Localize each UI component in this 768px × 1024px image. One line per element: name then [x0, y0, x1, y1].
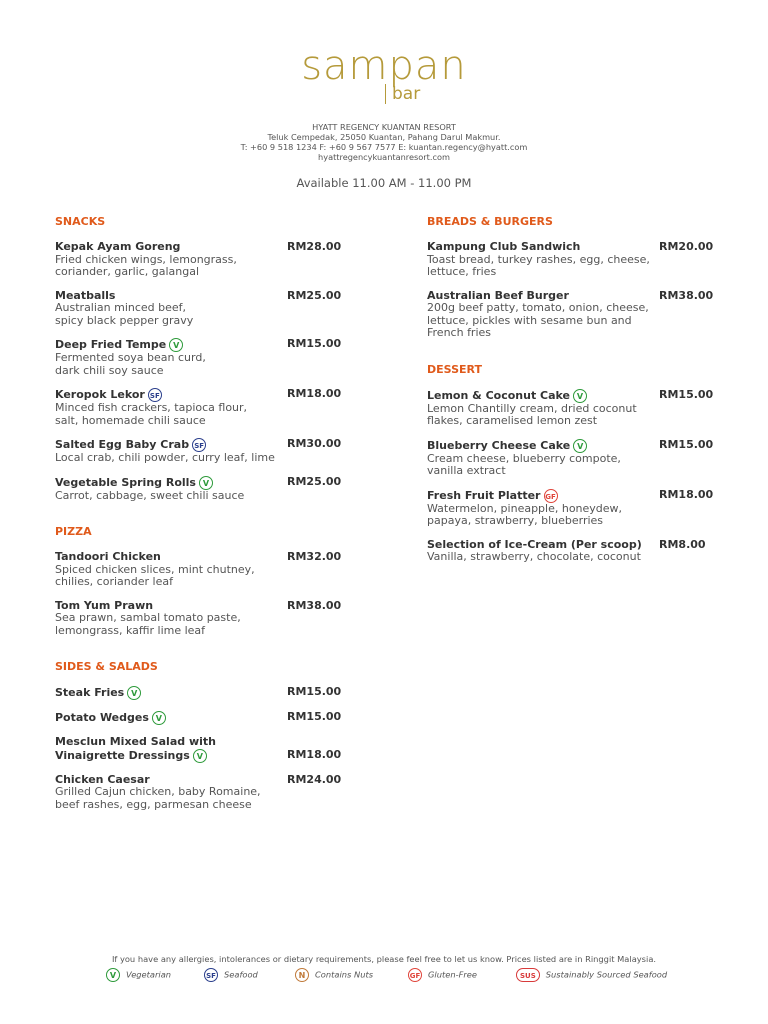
hotel-contact: T: +60 9 518 1234 F: +60 9 567 7577 E: kuantan.regency@hyatt.com [240, 142, 528, 152]
item-name: Australian Beef Burger [427, 288, 569, 302]
item-desc: flakes, caramelised lemon zest [427, 414, 598, 427]
item-name: Steak Fries [55, 686, 125, 699]
item-name: Kampung Club Sandwich [427, 240, 581, 253]
item-name: Keropok Lekor [55, 388, 145, 401]
menu-item [55, 338, 355, 377]
item-price: RM24.00 [287, 772, 342, 786]
item-price: RM15.00 [659, 387, 714, 401]
item-price: RM20.00 [659, 240, 714, 253]
item-name: Vegetable Spring Rolls [55, 475, 196, 489]
vegetarian-badge-icon: V [106, 968, 120, 982]
hotel-website: hyattregencykuantanresort.com [318, 152, 450, 162]
sustainable-seafood-badge-icon: SUS [516, 968, 540, 982]
gluten-free-badge-icon: GF [544, 489, 558, 503]
item-name: Selection of Ice-Cream (Per scoop) [427, 537, 642, 551]
legend-label: Sustainably Sourced Seafood [545, 969, 668, 980]
item-desc: papaya, strawberry, blueberries [427, 514, 604, 527]
item-desc: lettuce, fries [427, 265, 497, 278]
vegetarian-badge-icon: V [152, 711, 166, 725]
vegetarian-badge-icon: V [573, 389, 587, 403]
item-desc: dark chili soy sauce [55, 363, 164, 377]
item-price: RM15.00 [287, 685, 342, 698]
legend-item-nuts [295, 968, 373, 982]
menu-item [55, 388, 355, 427]
item-desc: Minced fish crackers, tapioca flour, [55, 401, 248, 414]
item-price: RM15.00 [287, 710, 342, 723]
item-price: RM18.00 [659, 487, 714, 501]
nuts-badge-icon: N [295, 968, 309, 982]
item-name: Tom Yum Prawn [55, 598, 154, 612]
item-desc: Sea prawn, sambal tomato paste, [55, 611, 241, 624]
legend-label: Seafood [224, 969, 258, 980]
item-desc: Fermented soya bean curd, [55, 351, 206, 364]
item-name: Lemon & Coconut Cake [427, 388, 571, 402]
item-name-line2: Vinaigrette Dressings [55, 748, 190, 762]
item-desc: Fried chicken wings, lemongrass, [55, 252, 237, 266]
item-name: Fresh Fruit Platter [427, 488, 541, 502]
menu-item [55, 241, 355, 279]
menu-item [55, 686, 355, 700]
item-desc: Cream cheese, blueberry compote, [427, 451, 621, 465]
menu-column-right [427, 215, 727, 575]
legend-label: Gluten-Free [428, 969, 477, 980]
item-desc: Carrot, cabbage, sweet chili sauce [55, 488, 245, 502]
menu-item [55, 476, 355, 503]
item-desc: vanilla extract [427, 464, 506, 477]
item-desc: Watermelon, pineapple, honeydew, [427, 501, 623, 515]
section-title-breads: BREADS & BURGERS [427, 215, 553, 228]
item-desc: Grilled Cajun chicken, baby Romaine, [55, 785, 261, 798]
item-name: Tandoori Chicken [55, 550, 161, 563]
section-title-pizza: PIZZA [55, 525, 92, 538]
item-desc: lemongrass, kaffir lime leaf [55, 623, 206, 637]
legend-label: Vegetarian [126, 969, 172, 980]
item-desc: chilies, coriander leaf [55, 575, 173, 588]
logo [0, 43, 768, 104]
item-desc: Lemon Chantilly cream, dried coconut [427, 401, 637, 415]
gluten-free-badge-icon: GF [408, 968, 422, 982]
item-desc: 200g beef patty, tomato, onion, cheese, [427, 301, 649, 314]
item-price: RM38.00 [287, 598, 342, 612]
item-name: Chicken Caesar [55, 772, 150, 786]
menu-item [55, 551, 355, 589]
item-price: RM25.00 [287, 474, 342, 488]
seafood-badge-icon: SF [192, 438, 206, 452]
item-price: RM28.00 [287, 240, 342, 253]
section-title-snacks: SNACKS [55, 215, 106, 228]
item-name: Mesclun Mixed Salad with [55, 735, 216, 748]
hotel-info [0, 122, 768, 162]
item-price: RM15.00 [287, 337, 342, 350]
item-desc: Toast bread, turkey rashes, egg, cheese, [427, 252, 650, 266]
item-desc: lettuce, pickles with sesame bun and [427, 313, 632, 327]
menu-item [427, 389, 727, 428]
item-desc: coriander, garlic, galangal [55, 265, 200, 278]
item-name: Kepak Ayam Goreng [55, 240, 181, 253]
vegetarian-badge-icon: V [127, 686, 141, 700]
item-price: RM38.00 [659, 288, 714, 302]
menu-item [55, 711, 355, 725]
item-name: Potato Wedges [55, 711, 149, 724]
allergy-note: If you have any allergies, intolerances or dietary requirements, please feel free to let us know. Prices listed are in Ringgit Malaysia. [111, 954, 657, 964]
item-price: RM30.00 [287, 437, 342, 450]
logo-sub-text: bar [385, 84, 420, 104]
legend-item-seafood [204, 968, 258, 982]
vegetarian-badge-icon: V [169, 338, 183, 352]
item-desc: salt, homemade chili sauce [55, 413, 206, 427]
menu-item [55, 438, 355, 465]
menu-item [55, 600, 355, 638]
section-title-sides: SIDES & SALADS [55, 660, 158, 673]
menu-item [55, 774, 355, 812]
item-price: RM18.00 [287, 387, 342, 400]
legend-label: Contains Nuts [315, 969, 374, 980]
item-price: RM8.00 [659, 537, 706, 551]
seafood-badge-icon: SF [204, 968, 218, 982]
vegetarian-badge-icon: V [573, 439, 587, 453]
menu-item [427, 539, 727, 564]
item-desc: beef rashes, egg, parmesan cheese [55, 797, 252, 811]
legend-item-sustainable [516, 968, 667, 982]
logo-main-text: sampan [301, 43, 467, 89]
item-price: RM15.00 [659, 437, 714, 451]
seafood-badge-icon: SF [148, 388, 162, 402]
hotel-address: Teluk Cempedak, 25050 Kuantan, Pahang Darul Makmur. [267, 132, 501, 142]
menu-column-left [55, 215, 355, 822]
menu-item [427, 439, 727, 478]
item-name: Deep Fried Tempe [55, 338, 167, 351]
menu-item [427, 489, 727, 528]
vegetarian-badge-icon: V [193, 749, 207, 763]
item-desc: Local crab, chili powder, curry leaf, lime [55, 451, 275, 464]
menu-item [427, 290, 727, 340]
vegetarian-badge-icon: V [199, 476, 213, 490]
menu-item [55, 290, 355, 328]
item-name: Blueberry Cheese Cake [427, 438, 571, 452]
legend-item-gluten-free [408, 968, 477, 982]
item-desc: Australian minced beef, [55, 301, 187, 314]
item-desc: Vanilla, strawberry, chocolate, coconut [427, 550, 641, 563]
item-price: RM32.00 [287, 550, 342, 563]
item-price: RM18.00 [287, 748, 342, 761]
legend-item-vegetarian [106, 968, 171, 982]
item-desc: Spiced chicken slices, mint chutney, [55, 562, 255, 576]
opening-hours: Available 11.00 AM - 11.00 PM [296, 176, 472, 190]
menu-item [427, 241, 727, 279]
menu-item [55, 736, 355, 763]
hotel-name: HYATT REGENCY KUANTAN RESORT [312, 122, 456, 132]
item-desc: spicy black pepper gravy [55, 313, 194, 327]
item-name: Salted Egg Baby Crab [55, 438, 190, 451]
section-title-dessert: DESSERT [427, 362, 482, 376]
item-price: RM25.00 [287, 288, 342, 302]
item-name: Meatballs [55, 288, 116, 302]
item-desc: French fries [427, 326, 492, 339]
